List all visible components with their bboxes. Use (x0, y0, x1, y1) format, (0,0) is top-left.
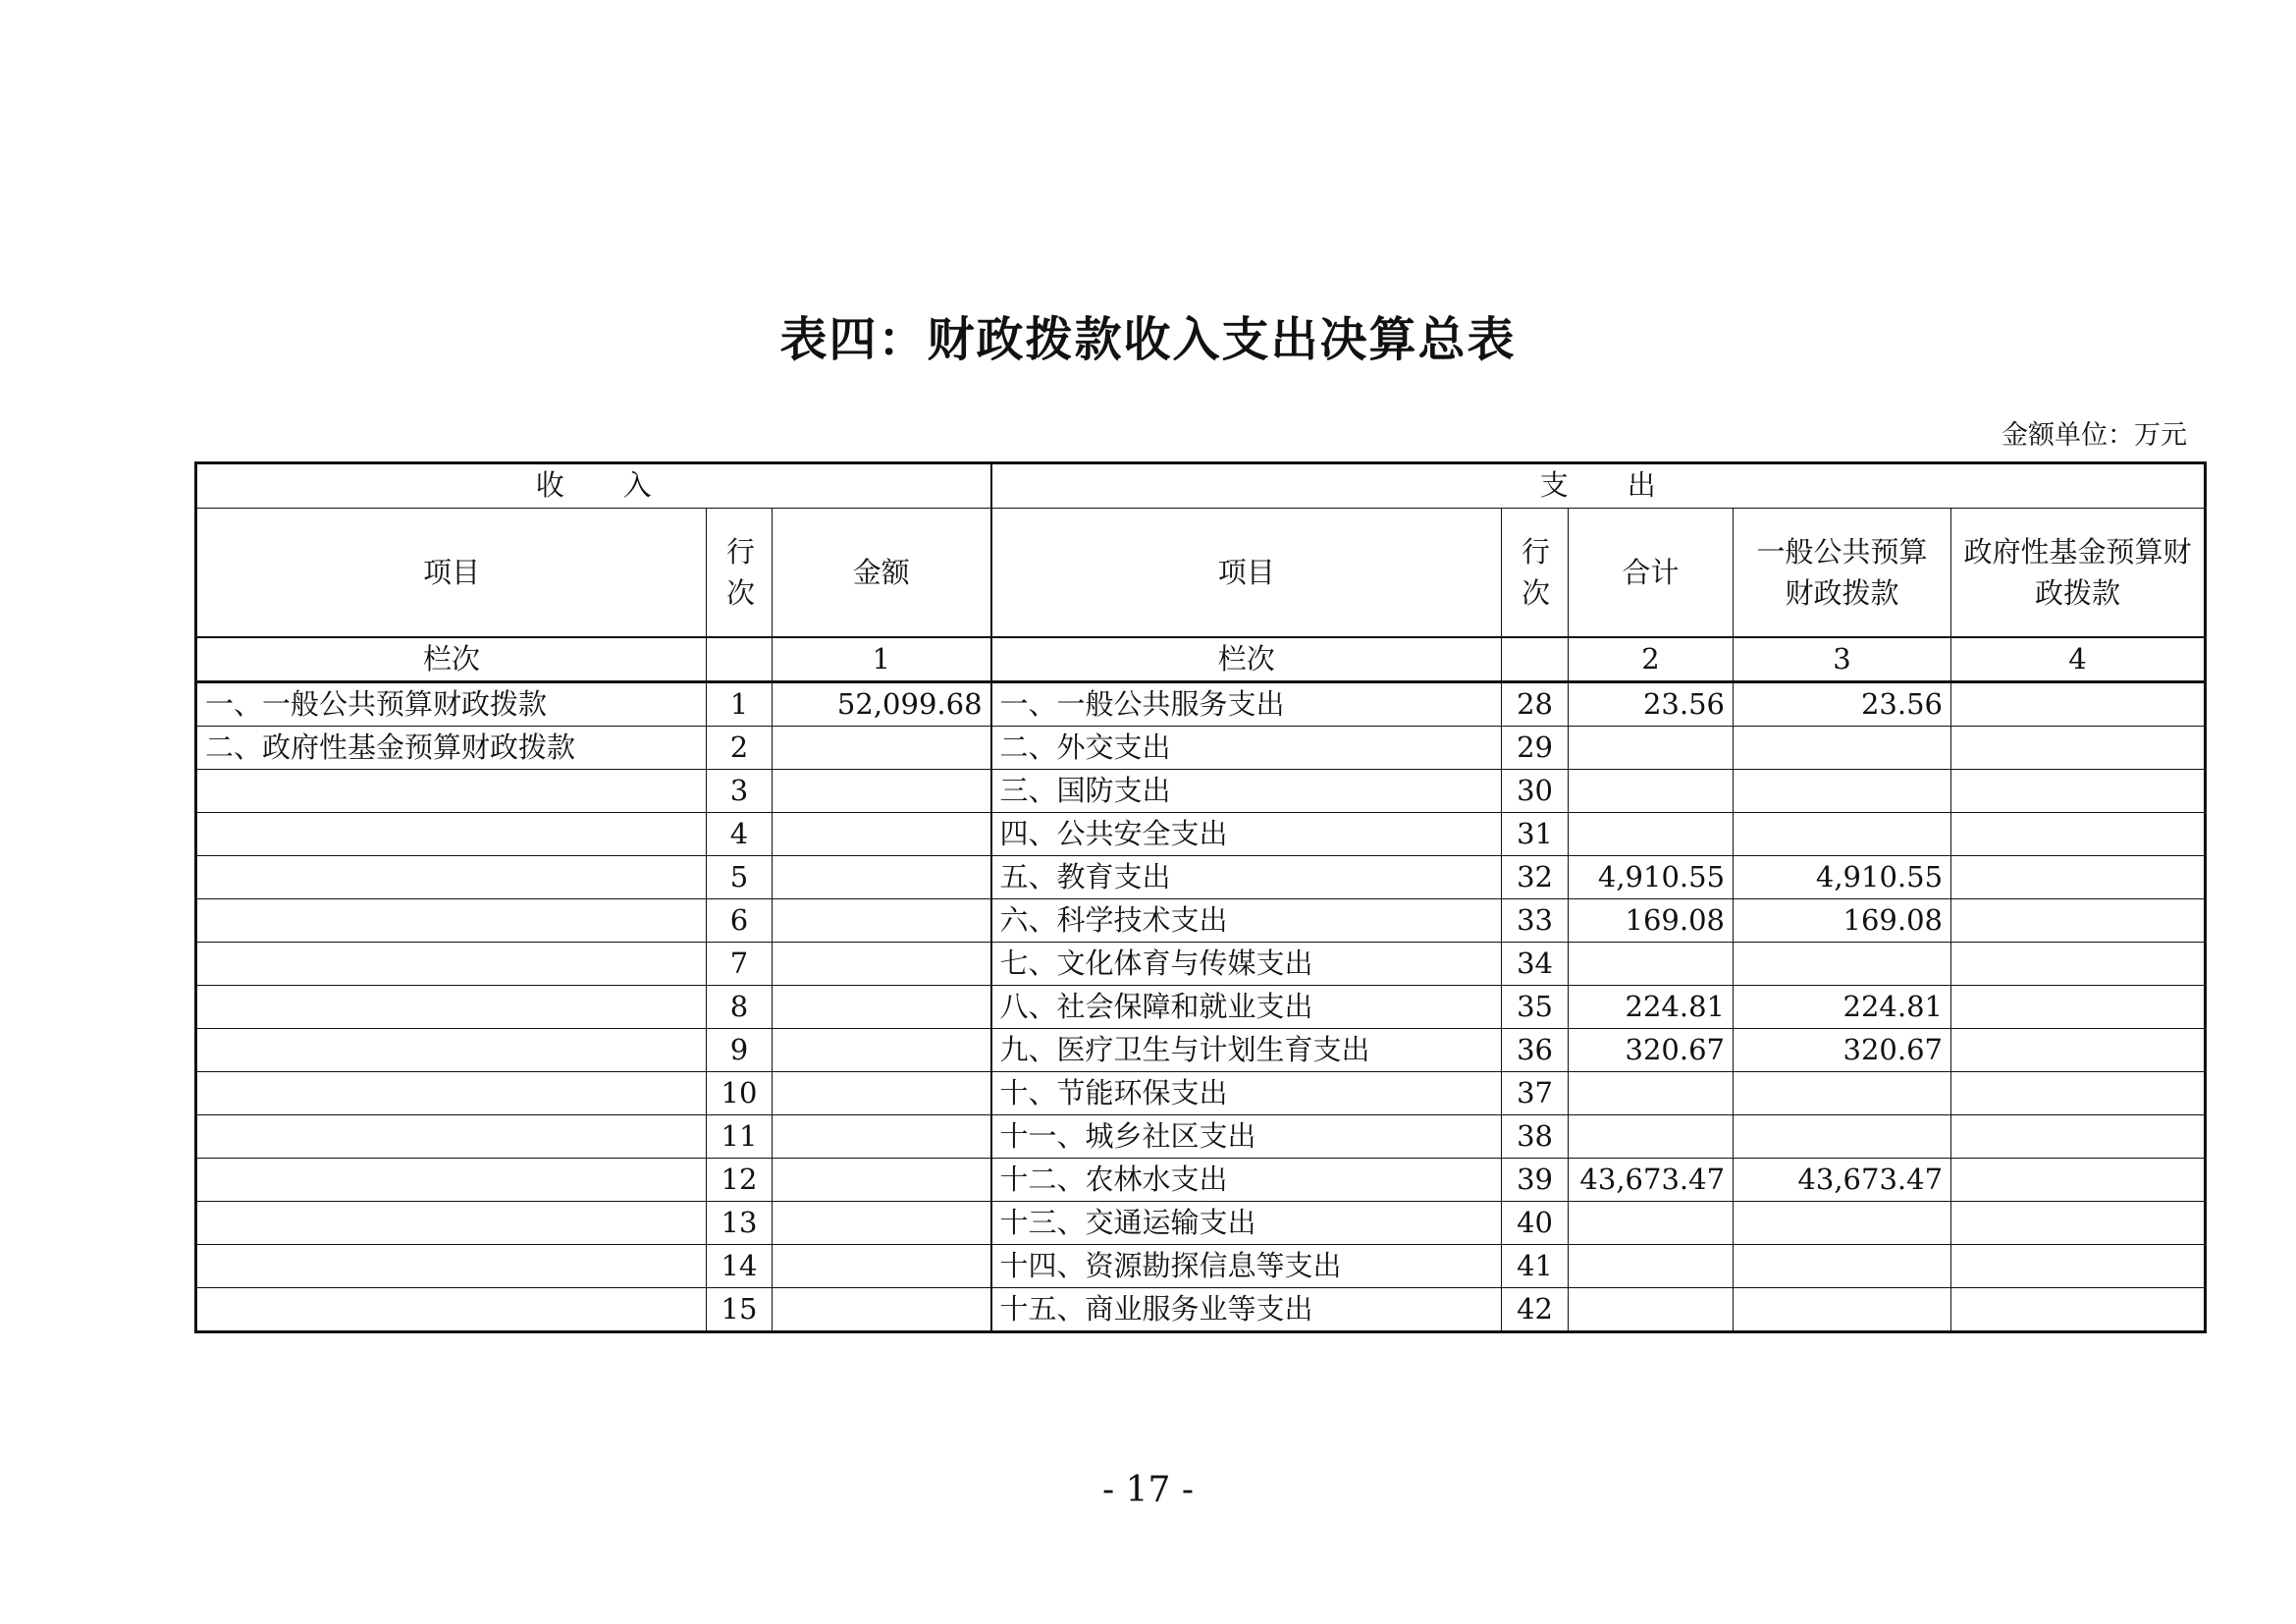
table-row (196, 899, 2206, 943)
income-amount-cell (773, 1072, 991, 1115)
expense-total-cell (1569, 727, 1734, 770)
expense-general-budget-header: 一般公共预算财政拨款 (1734, 509, 1951, 638)
expense-fund-budget-cell (1951, 727, 2206, 770)
table-row (196, 1202, 2206, 1245)
table-row (196, 986, 2206, 1029)
income-index-amount: 1 (773, 637, 991, 682)
income-amount-cell (773, 1202, 991, 1245)
expense-general-budget-cell (1734, 1245, 1951, 1288)
income-item-cell (196, 1202, 707, 1245)
expense-fund-budget-cell (1951, 1072, 2206, 1115)
expense-total-cell (1569, 813, 1734, 856)
income-amount-cell (773, 856, 991, 899)
expense-row-number-cell: 32 (1502, 856, 1569, 899)
table-row (196, 1115, 2206, 1159)
income-item-cell (196, 943, 707, 986)
income-item-cell (196, 770, 707, 813)
expense-section-label: 支出 (1539, 468, 1715, 503)
expense-row-number-cell: 34 (1502, 943, 1569, 986)
expense-total-cell: 4,910.55 (1569, 856, 1734, 899)
expense-total-cell (1569, 943, 1734, 986)
expense-index-general: 3 (1734, 637, 1951, 682)
income-item-cell (196, 813, 707, 856)
income-item-cell (196, 1029, 707, 1072)
expense-fund-budget-cell (1951, 813, 2206, 856)
expense-item-cell: 十二、农林水支出 (991, 1159, 1502, 1202)
expense-total-cell (1569, 1202, 1734, 1245)
expense-row-number-header: 行次 (1502, 509, 1569, 638)
expense-general-budget-cell: 43,673.47 (1734, 1159, 1951, 1202)
table-row (196, 1029, 2206, 1072)
expense-total-cell (1569, 1072, 1734, 1115)
expense-item-cell: 十三、交通运输支出 (991, 1202, 1502, 1245)
expense-total-header: 合计 (1569, 509, 1734, 638)
table-row (196, 813, 2206, 856)
expense-general-budget-cell (1734, 1202, 1951, 1245)
expense-row-number-cell: 41 (1502, 1245, 1569, 1288)
expense-fund-budget-cell (1951, 1159, 2206, 1202)
expense-item-cell: 二、外交支出 (991, 727, 1502, 770)
income-section-label: 收入 (535, 468, 711, 503)
expense-item-cell: 七、文化体育与传媒支出 (991, 943, 1502, 986)
expense-fund-budget-cell (1951, 1288, 2206, 1332)
expense-row-number-cell: 37 (1502, 1072, 1569, 1115)
income-row-number-cell: 11 (707, 1115, 773, 1159)
page-number: - 17 - (1101, 1470, 1195, 1510)
table-row (196, 943, 2206, 986)
income-amount-cell (773, 943, 991, 986)
income-row-number-header: 行次 (707, 509, 773, 638)
income-item-cell (196, 1245, 707, 1288)
expense-general-budget-cell (1734, 770, 1951, 813)
expense-item-cell: 五、教育支出 (991, 856, 1502, 899)
fiscal-summary-table (194, 461, 2207, 1333)
expense-row-number-cell: 35 (1502, 986, 1569, 1029)
expense-item-cell: 三、国防支出 (991, 770, 1502, 813)
unit-label: 金额单位：万元 (2002, 420, 2187, 451)
expense-index-fund: 4 (1951, 637, 2206, 682)
expense-index-total: 2 (1569, 637, 1734, 682)
expense-general-budget-cell (1734, 1115, 1951, 1159)
expense-item-cell: 十五、商业服务业等支出 (991, 1288, 1502, 1332)
expense-item-cell: 九、医疗卫生与计划生育支出 (991, 1029, 1502, 1072)
income-row-number-cell: 3 (707, 770, 773, 813)
income-row-number-cell: 15 (707, 1288, 773, 1332)
expense-general-budget-cell (1734, 1072, 1951, 1115)
section-header-row (196, 463, 2206, 509)
expense-row-number-cell: 36 (1502, 1029, 1569, 1072)
expense-item-cell: 十一、城乡社区支出 (991, 1115, 1502, 1159)
income-amount-cell (773, 770, 991, 813)
income-item-cell (196, 899, 707, 943)
column-header-row (196, 509, 2206, 638)
income-row-number-cell: 8 (707, 986, 773, 1029)
expense-item-cell: 四、公共安全支出 (991, 813, 1502, 856)
table-row (196, 727, 2206, 770)
income-amount-cell (773, 1029, 991, 1072)
expense-item-cell: 一、一般公共服务支出 (991, 682, 1502, 727)
income-row-number-cell: 5 (707, 856, 773, 899)
expense-fund-budget-cell (1951, 986, 2206, 1029)
table-row (196, 1072, 2206, 1115)
expense-general-budget-cell (1734, 1288, 1951, 1332)
expense-total-cell: 224.81 (1569, 986, 1734, 1029)
table-row (196, 1288, 2206, 1332)
expense-fund-budget-cell (1951, 1202, 2206, 1245)
income-row-number-cell: 4 (707, 813, 773, 856)
expense-general-budget-cell: 320.67 (1734, 1029, 1951, 1072)
table-row (196, 1245, 2206, 1288)
income-item-cell: 一、一般公共预算财政拨款 (196, 682, 707, 727)
income-amount-cell (773, 1288, 991, 1332)
expense-fund-budget-cell (1951, 943, 2206, 986)
income-index-empty (707, 637, 773, 682)
income-amount-cell (773, 727, 991, 770)
income-amount-cell (773, 986, 991, 1029)
expense-total-cell: 169.08 (1569, 899, 1734, 943)
income-row-number-cell: 14 (707, 1245, 773, 1288)
expense-row-number-cell: 29 (1502, 727, 1569, 770)
income-item-header: 项目 (196, 509, 707, 638)
income-row-number-cell: 7 (707, 943, 773, 986)
expense-row-number-cell: 30 (1502, 770, 1569, 813)
table-row (196, 770, 2206, 813)
expense-item-cell: 十、节能环保支出 (991, 1072, 1502, 1115)
expense-total-cell: 320.67 (1569, 1029, 1734, 1072)
expense-fund-budget-cell (1951, 899, 2206, 943)
expense-item-cell: 十四、资源勘探信息等支出 (991, 1245, 1502, 1288)
expense-general-budget-cell: 4,910.55 (1734, 856, 1951, 899)
expense-item-cell: 八、社会保障和就业支出 (991, 986, 1502, 1029)
expense-row-number-cell: 28 (1502, 682, 1569, 727)
income-item-cell (196, 1115, 707, 1159)
expense-fund-budget-header: 政府性基金预算财政拨款 (1951, 509, 2206, 638)
page-title: 表四：财政拨款收入支出决算总表 (779, 312, 1517, 367)
income-amount-cell (773, 1115, 991, 1159)
expense-total-cell (1569, 1245, 1734, 1288)
expense-fund-budget-cell (1951, 682, 2206, 727)
expense-row-number-cell: 31 (1502, 813, 1569, 856)
expense-fund-budget-cell (1951, 1029, 2206, 1072)
expense-row-number-cell: 39 (1502, 1159, 1569, 1202)
expense-item-header: 项目 (991, 509, 1502, 638)
income-index-label: 栏次 (196, 637, 707, 682)
income-amount-cell: 52,099.68 (773, 682, 991, 727)
expense-general-budget-cell: 224.81 (1734, 986, 1951, 1029)
income-section-header (196, 463, 991, 509)
income-amount-cell (773, 1245, 991, 1288)
expense-total-cell (1569, 1115, 1734, 1159)
column-index-row (196, 637, 2206, 682)
expense-total-cell: 43,673.47 (1569, 1159, 1734, 1202)
expense-fund-budget-cell (1951, 1115, 2206, 1159)
income-amount-header: 金额 (773, 509, 991, 638)
income-amount-cell (773, 813, 991, 856)
expense-index-empty (1502, 637, 1569, 682)
expense-row-number-cell: 33 (1502, 899, 1569, 943)
expense-total-cell: 23.56 (1569, 682, 1734, 727)
income-item-cell (196, 1288, 707, 1332)
income-row-number-cell: 12 (707, 1159, 773, 1202)
expense-row-number-cell: 42 (1502, 1288, 1569, 1332)
income-item-cell (196, 986, 707, 1029)
expense-item-cell: 六、科学技术支出 (991, 899, 1502, 943)
expense-section-header (991, 463, 2206, 509)
income-amount-cell (773, 1159, 991, 1202)
income-row-number-cell: 9 (707, 1029, 773, 1072)
income-item-cell: 二、政府性基金预算财政拨款 (196, 727, 707, 770)
expense-fund-budget-cell (1951, 1245, 2206, 1288)
income-row-number-cell: 2 (707, 727, 773, 770)
income-item-cell (196, 856, 707, 899)
expense-row-number-cell: 38 (1502, 1115, 1569, 1159)
expense-general-budget-cell: 169.08 (1734, 899, 1951, 943)
expense-total-cell (1569, 1288, 1734, 1332)
table-row (196, 856, 2206, 899)
income-amount-cell (773, 899, 991, 943)
expense-general-budget-cell (1734, 943, 1951, 986)
table-row (196, 682, 2206, 727)
expense-general-budget-cell (1734, 727, 1951, 770)
income-row-number-cell: 1 (707, 682, 773, 727)
expense-general-budget-cell (1734, 813, 1951, 856)
expense-general-budget-cell: 23.56 (1734, 682, 1951, 727)
income-item-cell (196, 1072, 707, 1115)
income-row-number-cell: 10 (707, 1072, 773, 1115)
expense-fund-budget-cell (1951, 856, 2206, 899)
income-row-number-cell: 6 (707, 899, 773, 943)
table-row (196, 1159, 2206, 1202)
expense-total-cell (1569, 770, 1734, 813)
income-row-number-cell: 13 (707, 1202, 773, 1245)
expense-fund-budget-cell (1951, 770, 2206, 813)
expense-index-label: 栏次 (991, 637, 1502, 682)
income-item-cell (196, 1159, 707, 1202)
expense-row-number-cell: 40 (1502, 1202, 1569, 1245)
